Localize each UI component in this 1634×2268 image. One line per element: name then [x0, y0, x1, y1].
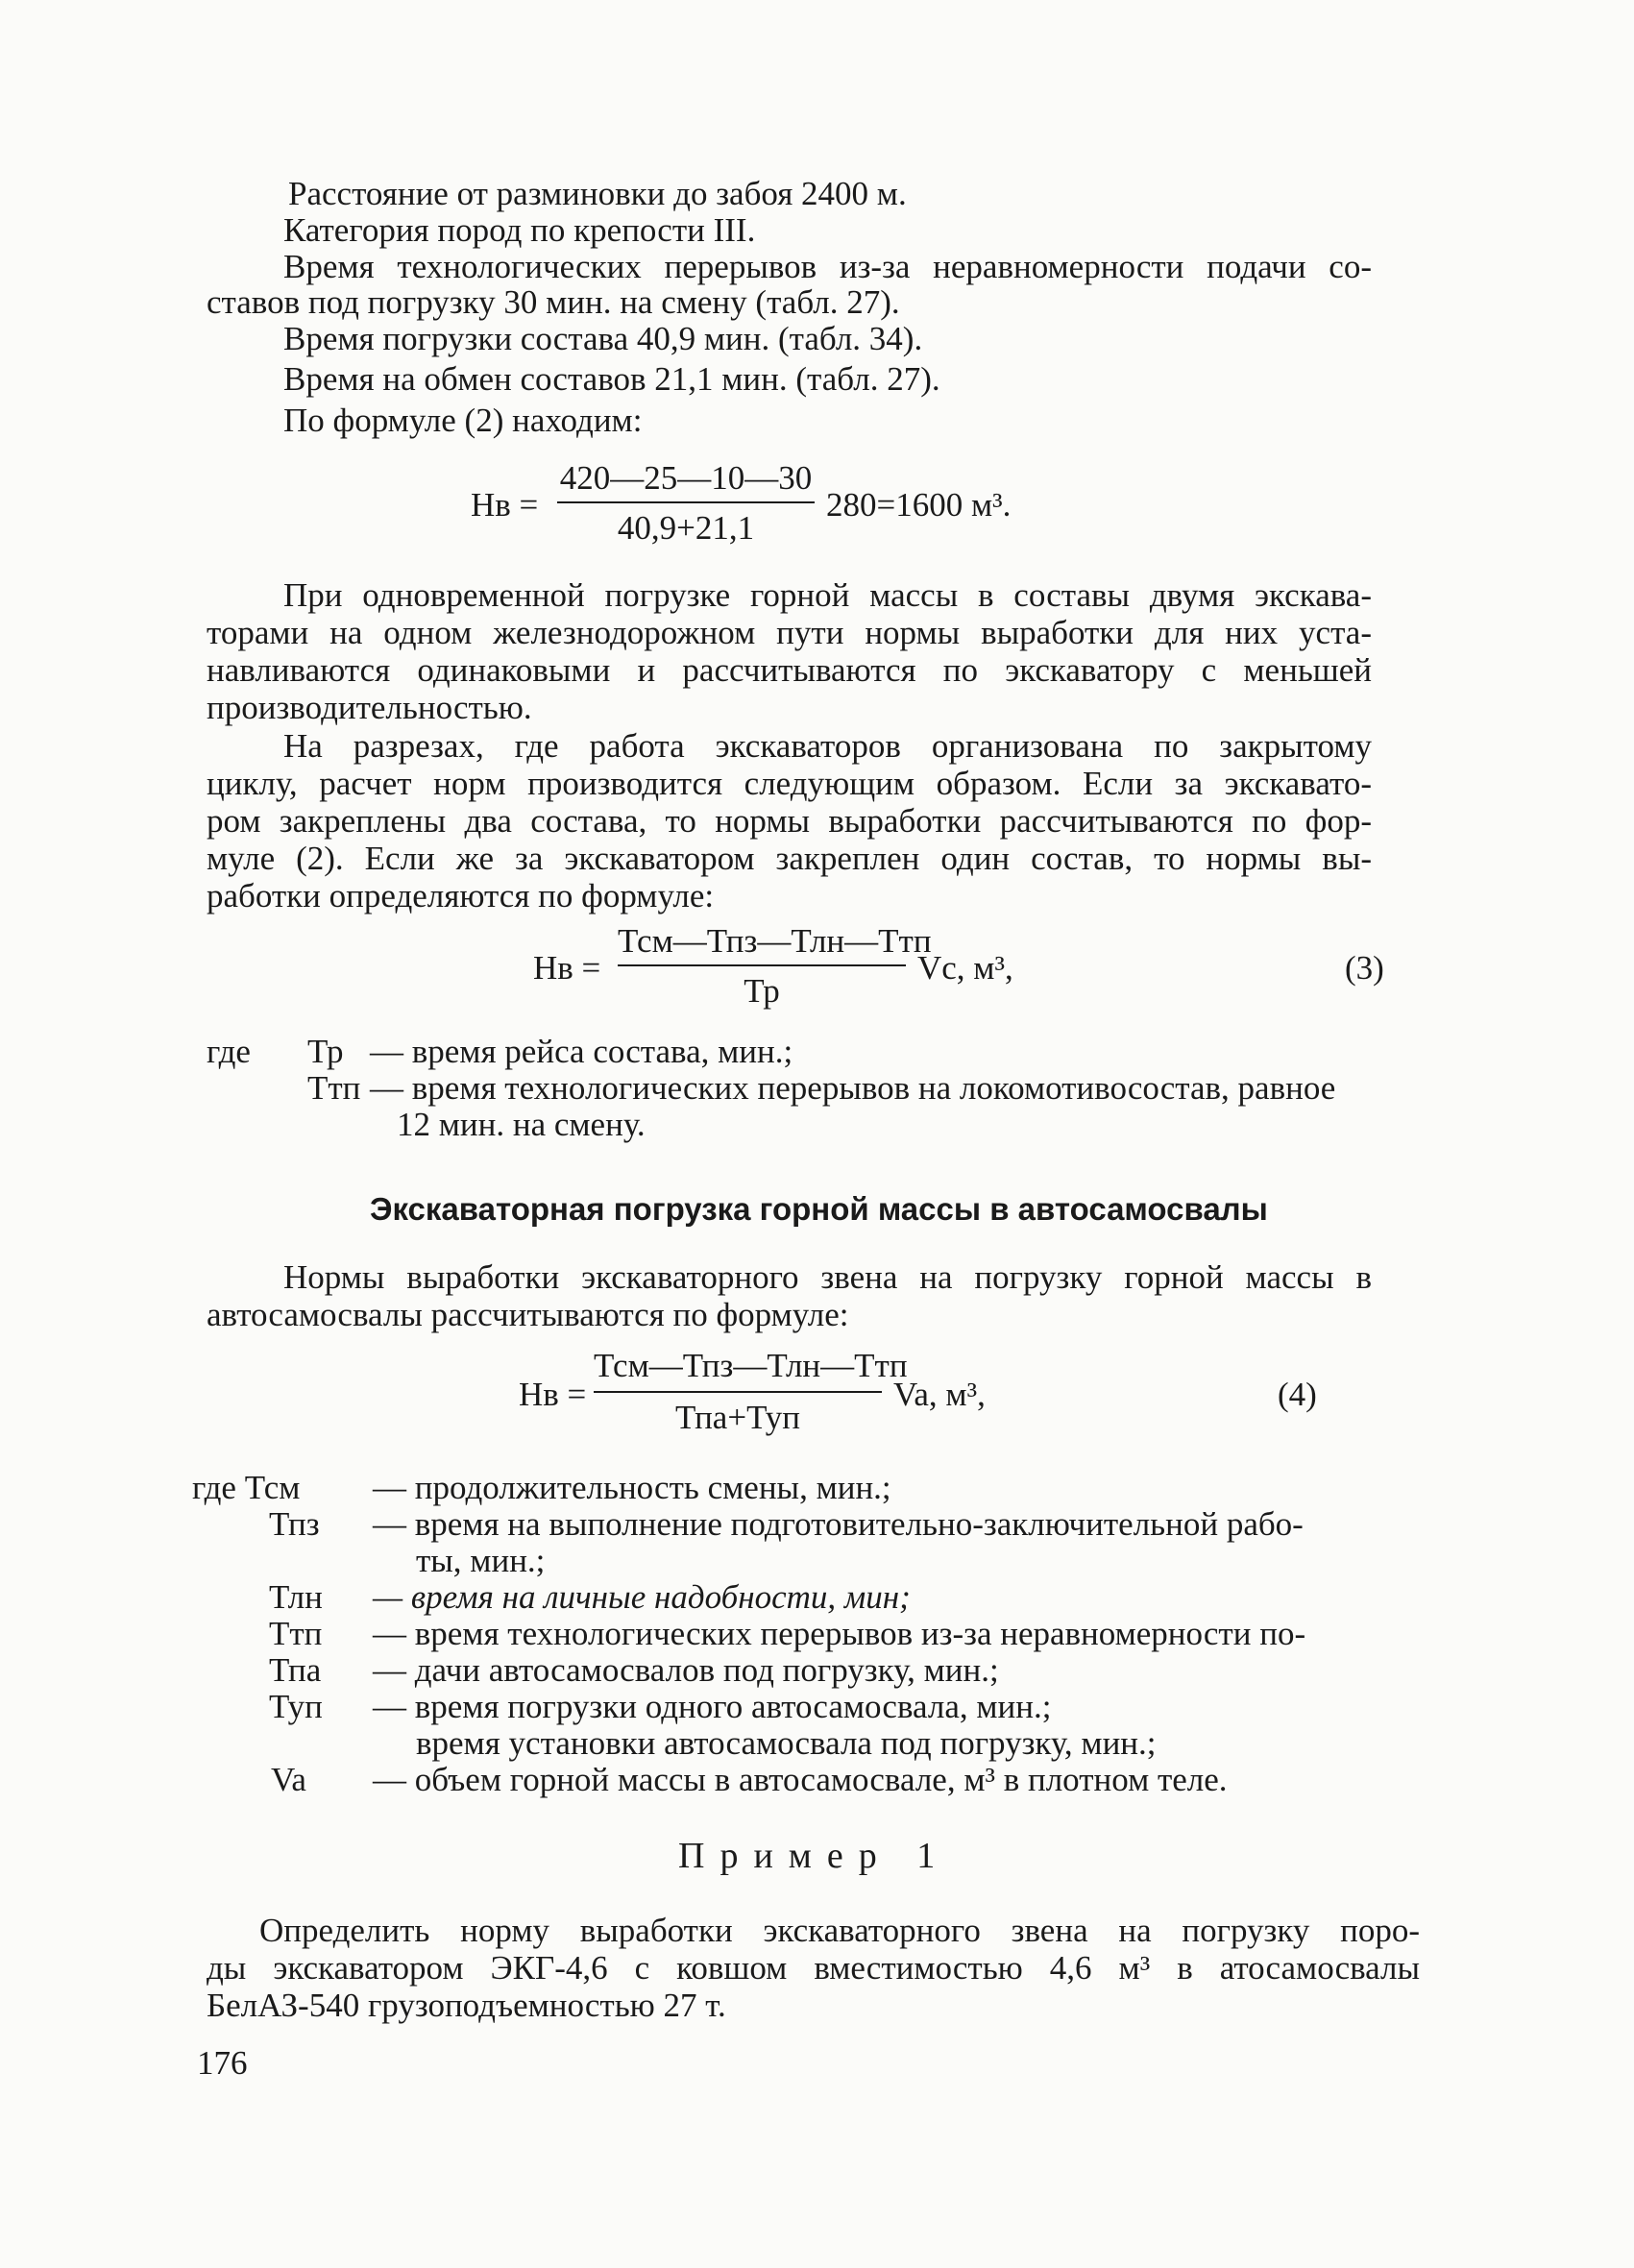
definition-text: — дачи автосамосвалов под погрузку, мин.; [373, 1651, 999, 1689]
paragraph-line: Определить норму выработки экскаваторного звена на погрузку поро- [259, 1912, 1420, 1949]
paragraph-1 [207, 576, 1372, 726]
formula-2-lhs: Нв = [471, 486, 539, 524]
paragraph-line: БелАЗ-540 грузоподъемностью 27 т. [207, 1987, 726, 2024]
definition-text: — время рейса состава, мин.; [370, 1033, 793, 1070]
formula-4-lhs: Нв = [519, 1376, 587, 1413]
definition-symbol: Ттп [269, 1615, 323, 1652]
paragraph-line: автосамосвалы рассчитываются по формуле: [207, 1296, 849, 1333]
definition-text: — объем горной массы в автосамосвале, м³ в плотном теле. [373, 1761, 1228, 1798]
paragraph-line: навливаются одинаковыми и рассчитываются по экскаватору с меньшей [207, 651, 1372, 689]
paragraph-line: ды экскаватором ЭКГ-4,6 с ковшом вместимостью 4,6 м³ в атосамосвалы [207, 1949, 1420, 1987]
formula-3-definitions [207, 1034, 1378, 1143]
formula-3 [533, 922, 1398, 1018]
definition-symbol: Тр [307, 1033, 344, 1070]
paragraph-line: производительностью. [207, 689, 532, 726]
definition-symbol: где Тсм [192, 1469, 301, 1506]
definition-row [192, 1470, 1383, 1506]
page-number: 176 [197, 2044, 248, 2082]
paragraph-line: циклу, расчет норм производится следующим образом. Если за экскавато- [207, 765, 1372, 802]
definition-row [207, 1070, 1378, 1107]
definition-text: время установки автосамосвала под погрузку, мин.; [416, 1724, 1157, 1762]
definition-row [192, 1543, 1383, 1579]
definition-row [192, 1652, 1383, 1689]
formula-3-lhs: Нв = [533, 949, 601, 987]
fraction-bar [594, 1391, 882, 1393]
formula-4-fraction [594, 1347, 908, 1443]
formula-4 [519, 1347, 1345, 1443]
intro-line: Время погрузки состава 40,9 мин. (табл. 34). [283, 320, 923, 357]
intro-line: Расстояние от разминовки до забоя 2400 м. [288, 175, 907, 212]
intro-line: По формуле (2) находим: [283, 402, 643, 439]
definition-prefix: где [207, 1033, 251, 1070]
definition-text: ты, мин.; [416, 1542, 546, 1579]
definition-symbol: Тпа [269, 1651, 322, 1689]
fraction-bar [557, 501, 815, 503]
definition-symbol: Тлн [269, 1578, 323, 1616]
paragraph-line: торами на одном железнодорожном пути нормы выработки для них уста- [207, 614, 1372, 651]
definition-text: — время технологических перерывов на локомотивосостав, равное [370, 1069, 1336, 1107]
definition-row [192, 1579, 1383, 1616]
formula-3-fraction [618, 922, 932, 1018]
intro-line: Время технологических перерывов из-за неравномерности подачи со- [283, 248, 1372, 285]
formula-2-fraction [557, 459, 815, 565]
paragraph-4 [207, 1912, 1420, 2024]
intro-line: Время на обмен составов 21,1 мин. (табл. 27). [283, 360, 940, 398]
definition-symbol: Ттп [307, 1069, 361, 1107]
formula-2-denominator: 40,9+21,1 [617, 509, 755, 547]
formula-2-rhs: 280=1600 м³. [826, 486, 1012, 524]
definition-row [207, 1034, 1378, 1070]
paragraph-line: ром закреплены два состава, то нормы выработки рассчитываются по фор- [207, 802, 1372, 840]
formula-2 [471, 459, 1085, 565]
paragraph-line: работки определяются по формуле: [207, 877, 715, 915]
definition-row [192, 1725, 1383, 1762]
definition-row [192, 1616, 1383, 1652]
paragraph-line: Нормы выработки экскаваторного звена на погрузку горной массы в [283, 1258, 1372, 1296]
formula-3-denominator: Тр [744, 972, 780, 1010]
paragraph-line: При одновременной погрузке горной массы в составы двумя экскава- [283, 576, 1372, 614]
definition-symbol: Тпз [269, 1505, 320, 1543]
fraction-bar [618, 964, 906, 966]
example-title: Пример 1 [678, 1836, 951, 1876]
paragraph-line: муле (2). Если же за экскаватором закреплен один состав, то нормы вы- [207, 840, 1372, 877]
definition-row [192, 1762, 1383, 1798]
formula-4-definitions [192, 1470, 1383, 1798]
intro-line: ставов под погрузку 30 мин. на смену (табл. 27). [207, 283, 900, 321]
formula-4-number: (4) [1278, 1376, 1317, 1413]
definition-row [207, 1107, 1378, 1143]
formula-2-numerator: 420—25—10—30 [559, 459, 813, 497]
definition-symbol: Туп [269, 1688, 323, 1725]
definition-row [192, 1506, 1383, 1543]
definition-text: — время на личные надобности, мин; [373, 1578, 911, 1616]
definition-text: — время погрузки одного автосамосвала, мин.; [373, 1688, 1052, 1725]
paragraph-line: На разрезах, где работа экскаваторов организована по закрытому [283, 727, 1372, 765]
definition-text: — продолжительность смены, мин.; [373, 1469, 891, 1506]
paragraph-3 [207, 1258, 1372, 1333]
definition-symbol: Va [271, 1761, 306, 1798]
paragraph-2 [207, 727, 1372, 915]
formula-4-denominator: Тпа+Туп [675, 1399, 800, 1436]
formula-4-rhs: Va, м³, [893, 1376, 986, 1413]
definition-text: — время на выполнение подготовительно-заключительной рабо- [373, 1505, 1304, 1543]
section-heading: Экскаваторная погрузка горной массы в автосамосвалы [370, 1191, 1268, 1227]
definition-text: 12 мин. на смену. [397, 1106, 646, 1143]
formula-3-numerator: Тсм—Тпз—Тлн—Ттп [618, 922, 932, 960]
formula-3-number: (3) [1345, 949, 1384, 987]
definition-text: — время технологических перерывов из-за неравномерности по- [373, 1615, 1306, 1652]
formula-4-numerator: Тсм—Тпз—Тлн—Ттп [594, 1347, 908, 1384]
intro-line: Категория пород по крепости III. [283, 211, 756, 249]
definition-row [192, 1689, 1383, 1725]
formula-3-rhs: Vс, м³, [917, 949, 1013, 987]
